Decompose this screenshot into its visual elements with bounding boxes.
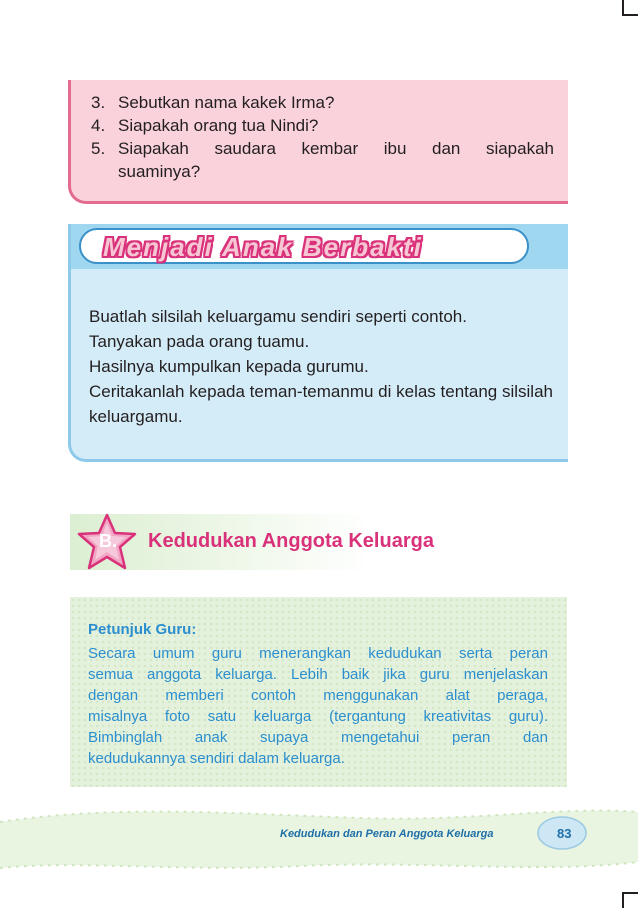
- question-item: [91, 137, 554, 183]
- teacher-notes-title: Petunjuk Guru:: [88, 621, 197, 638]
- activity-title-pill: [79, 228, 529, 264]
- page-number: 83: [557, 826, 572, 841]
- question-item: [91, 114, 554, 137]
- crop-mark-bottom-right: [622, 892, 624, 908]
- question-text: Siapakah orang tua Nindi?: [118, 116, 319, 135]
- question-number: 3.: [91, 93, 106, 112]
- teacher-notes-line: misalnya foto satu keluarga (tergantung kreativitas guru).: [88, 708, 548, 725]
- footer-running-title: Kedudukan dan Peran Anggota Keluarga: [280, 828, 494, 840]
- activity-line: Tanyakan pada orang tuamu.: [89, 332, 310, 351]
- activity-instructions: [89, 304, 559, 429]
- question-item: [91, 91, 554, 114]
- question-number: 4.: [91, 116, 106, 135]
- section-title: Kedudukan Anggota Keluarga: [148, 530, 434, 552]
- teacher-notes-line: dengan memberi contoh menggunakan alat peraga,: [88, 687, 548, 704]
- teacher-notes-body: [88, 643, 548, 769]
- crop-mark-bottom-right: [622, 892, 638, 894]
- question-number: 5.: [91, 139, 106, 158]
- crop-mark-top-right: [622, 14, 638, 16]
- teacher-notes-line: Secara umum guru menerangkan kedudukan serta peran: [88, 645, 548, 662]
- question-text: Sebutkan nama kakek Irma?: [118, 93, 335, 112]
- question-text: Siapakah saudara kembar ibu dan siapakah suaminya?: [118, 139, 554, 181]
- activity-line: Buatlah silsilah keluargamu sendiri seperti contoh.: [89, 307, 467, 326]
- teacher-notes-line: semua anggota keluarga. Lebih baik jika guru menjelaskan: [88, 666, 548, 683]
- activity-line: Ceritakanlah kepada teman-temanmu di kelas tentang silsilah keluargamu.: [89, 382, 553, 426]
- teacher-notes-line: kedudukannya sendiri dalam keluarga.: [88, 750, 345, 767]
- activity-box: [68, 224, 568, 462]
- section-letter: B.: [99, 531, 117, 551]
- question-list: [71, 80, 568, 183]
- questions-box: [68, 80, 568, 204]
- activity-title: Menjadi Anak Berbakti: [103, 232, 423, 262]
- footer-decoration: [0, 800, 638, 880]
- activity-line: Hasilnya kumpulkan kepada gurumu.: [89, 357, 369, 376]
- teacher-notes-line: Bimbinglah anak supaya mengetahui peran dan: [88, 729, 548, 746]
- teacher-notes-box: [70, 597, 567, 787]
